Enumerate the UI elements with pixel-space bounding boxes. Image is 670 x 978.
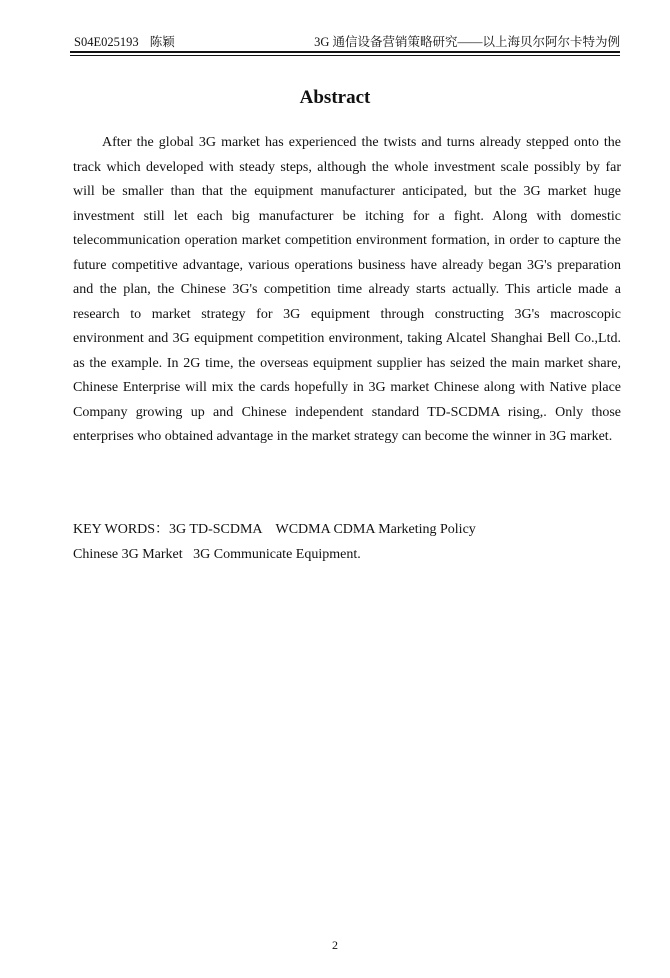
header-left (74, 33, 175, 51)
header-rule-thin (70, 55, 620, 56)
author-name: 陈颖 (149, 35, 175, 49)
abstract-paragraph: After the global 3G market has experienced the twists and turns already stepped onto the track which developed with steady steps, although the whole investment scale possibly by far will be smaller than that the equipment manufacturer anticipated, but the 3G market huge investment still let each big manufacturer be itching for a fight. Along with domestic telecommunication operation market competition environment formation, in order to capture the future competitive advantage, various operations business have already began 3G's preparation and the plan, the Chinese 3G's competition time already starts actually. This article made a research to market strategy for 3G equipment through constructing 3G's macroscopic environment and 3G equipment competition environment, taking Alcatel Shanghai Bell Co.,Ltd. as the example. In 2G time, the overseas equipment supplier has seized the main market share, Chinese Enterprise will mix the cards hopefully in 3G market Chinese along with Native place Company growing up and Chinese independent standard TD-SCDMA rising,. Only those enterprises who obtained advantage in the market strategy can become the winner in 3G market. (73, 135, 621, 444)
page-title: Abstract (299, 87, 371, 108)
thesis-title: 3G 通信设备营销策略研究——以上海贝尔阿尔卡特为例 (314, 35, 620, 49)
abstract-body (73, 131, 621, 450)
header-rule (70, 51, 620, 53)
document-id: S04E025193 (74, 35, 139, 49)
page-header (74, 33, 620, 51)
keywords-line-1: KEY WORDS：3G TD-SCDMA WCDMA CDMA Marketing Policy (73, 522, 476, 537)
keywords (73, 518, 633, 567)
page-number: 2 (332, 938, 338, 952)
keywords-line-2: Chinese 3G Market 3G Communicate Equipment. (73, 546, 361, 562)
